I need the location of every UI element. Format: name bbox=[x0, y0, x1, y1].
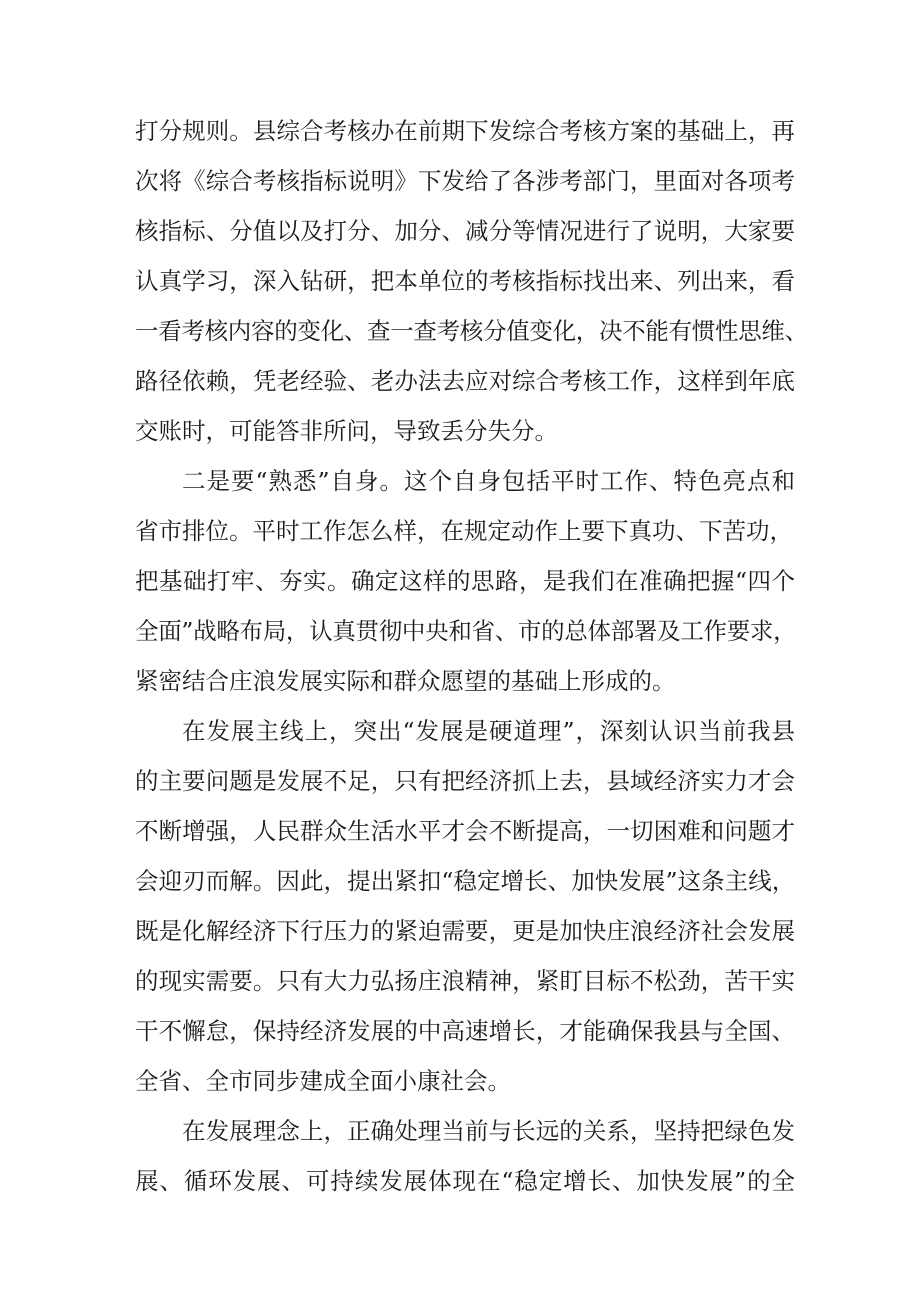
text-line: 在发展主线上，突出“发展是硬道理”，深刻认识当前我县 bbox=[182, 717, 795, 745]
text-line: 路径依赖，凭老经验、老办法去应对综合考核工作，这样到年底 bbox=[135, 367, 795, 395]
text-line: 在发展理念上，正确处理当前与长远的关系，坚持把绿色发 bbox=[182, 1117, 795, 1145]
text-line: 打分规则。县综合考核办在前期下发综合考核方案的基础上，再 bbox=[135, 117, 795, 145]
text-line: 会迎刃而解。因此，提出紧扣“稳定增长、加快发展”这条主线， bbox=[135, 867, 795, 895]
text-line: 展、循环发展、可持续发展体现在“稳定增长、加快发展”的全 bbox=[135, 1167, 795, 1195]
text-line: 次将《综合考核指标说明》下发给了各涉考部门，里面对各项考 bbox=[135, 167, 795, 195]
text-line: 二是要“熟悉”自身。这个自身包括平时工作、特色亮点和 bbox=[182, 467, 795, 495]
text-line: 干不懈怠，保持经济发展的中高速增长，才能确保我县与全国、 bbox=[135, 1017, 795, 1045]
text-line: 紧密结合庄浪发展实际和群众愿望的基础上形成的。 bbox=[135, 667, 676, 695]
text-line: 不断增强，人民群众生活水平才会不断提高，一切困难和问题才 bbox=[135, 817, 795, 845]
text-line: 全省、全市同步建成全面小康社会。 bbox=[135, 1067, 511, 1095]
paragraph-1 bbox=[135, 106, 808, 456]
paragraph-4 bbox=[135, 1106, 795, 1206]
text-line: 把基础打牢、夯实。确定这样的思路，是我们在准确把握“四个 bbox=[135, 567, 795, 595]
text-line: 的现实需要。只有大力弘扬庄浪精神，紧盯目标不松劲，苦干实 bbox=[135, 967, 795, 995]
text-line: 核指标、分值以及打分、加分、减分等情况进行了说明，大家要 bbox=[135, 217, 795, 245]
text-line: 交账时，可能答非所问，导致丢分失分。 bbox=[135, 417, 558, 445]
text-line: 全面”战略布局，认真贯彻中央和省、市的总体部署及工作要求， bbox=[135, 617, 797, 645]
document-body bbox=[135, 106, 808, 1206]
text-line: 既是化解经济下行压力的紧迫需要，更是加快庄浪经济社会发展 bbox=[135, 917, 795, 945]
text-line: 的主要问题是发展不足，只有把经济抓上去，县域经济实力才会 bbox=[135, 767, 795, 795]
text-line: 认真学习，深入钻研，把本单位的考核指标找出来、列出来，看 bbox=[135, 267, 795, 295]
paragraph-3 bbox=[135, 706, 795, 1106]
paragraph-2 bbox=[135, 456, 795, 706]
text-line: 省市排位。平时工作怎么样，在规定动作上要下真功、下苦功， bbox=[135, 517, 793, 545]
text-line: 一看考核内容的变化、查一查考核分值变化，决不能有惯性思维、 bbox=[135, 317, 808, 345]
